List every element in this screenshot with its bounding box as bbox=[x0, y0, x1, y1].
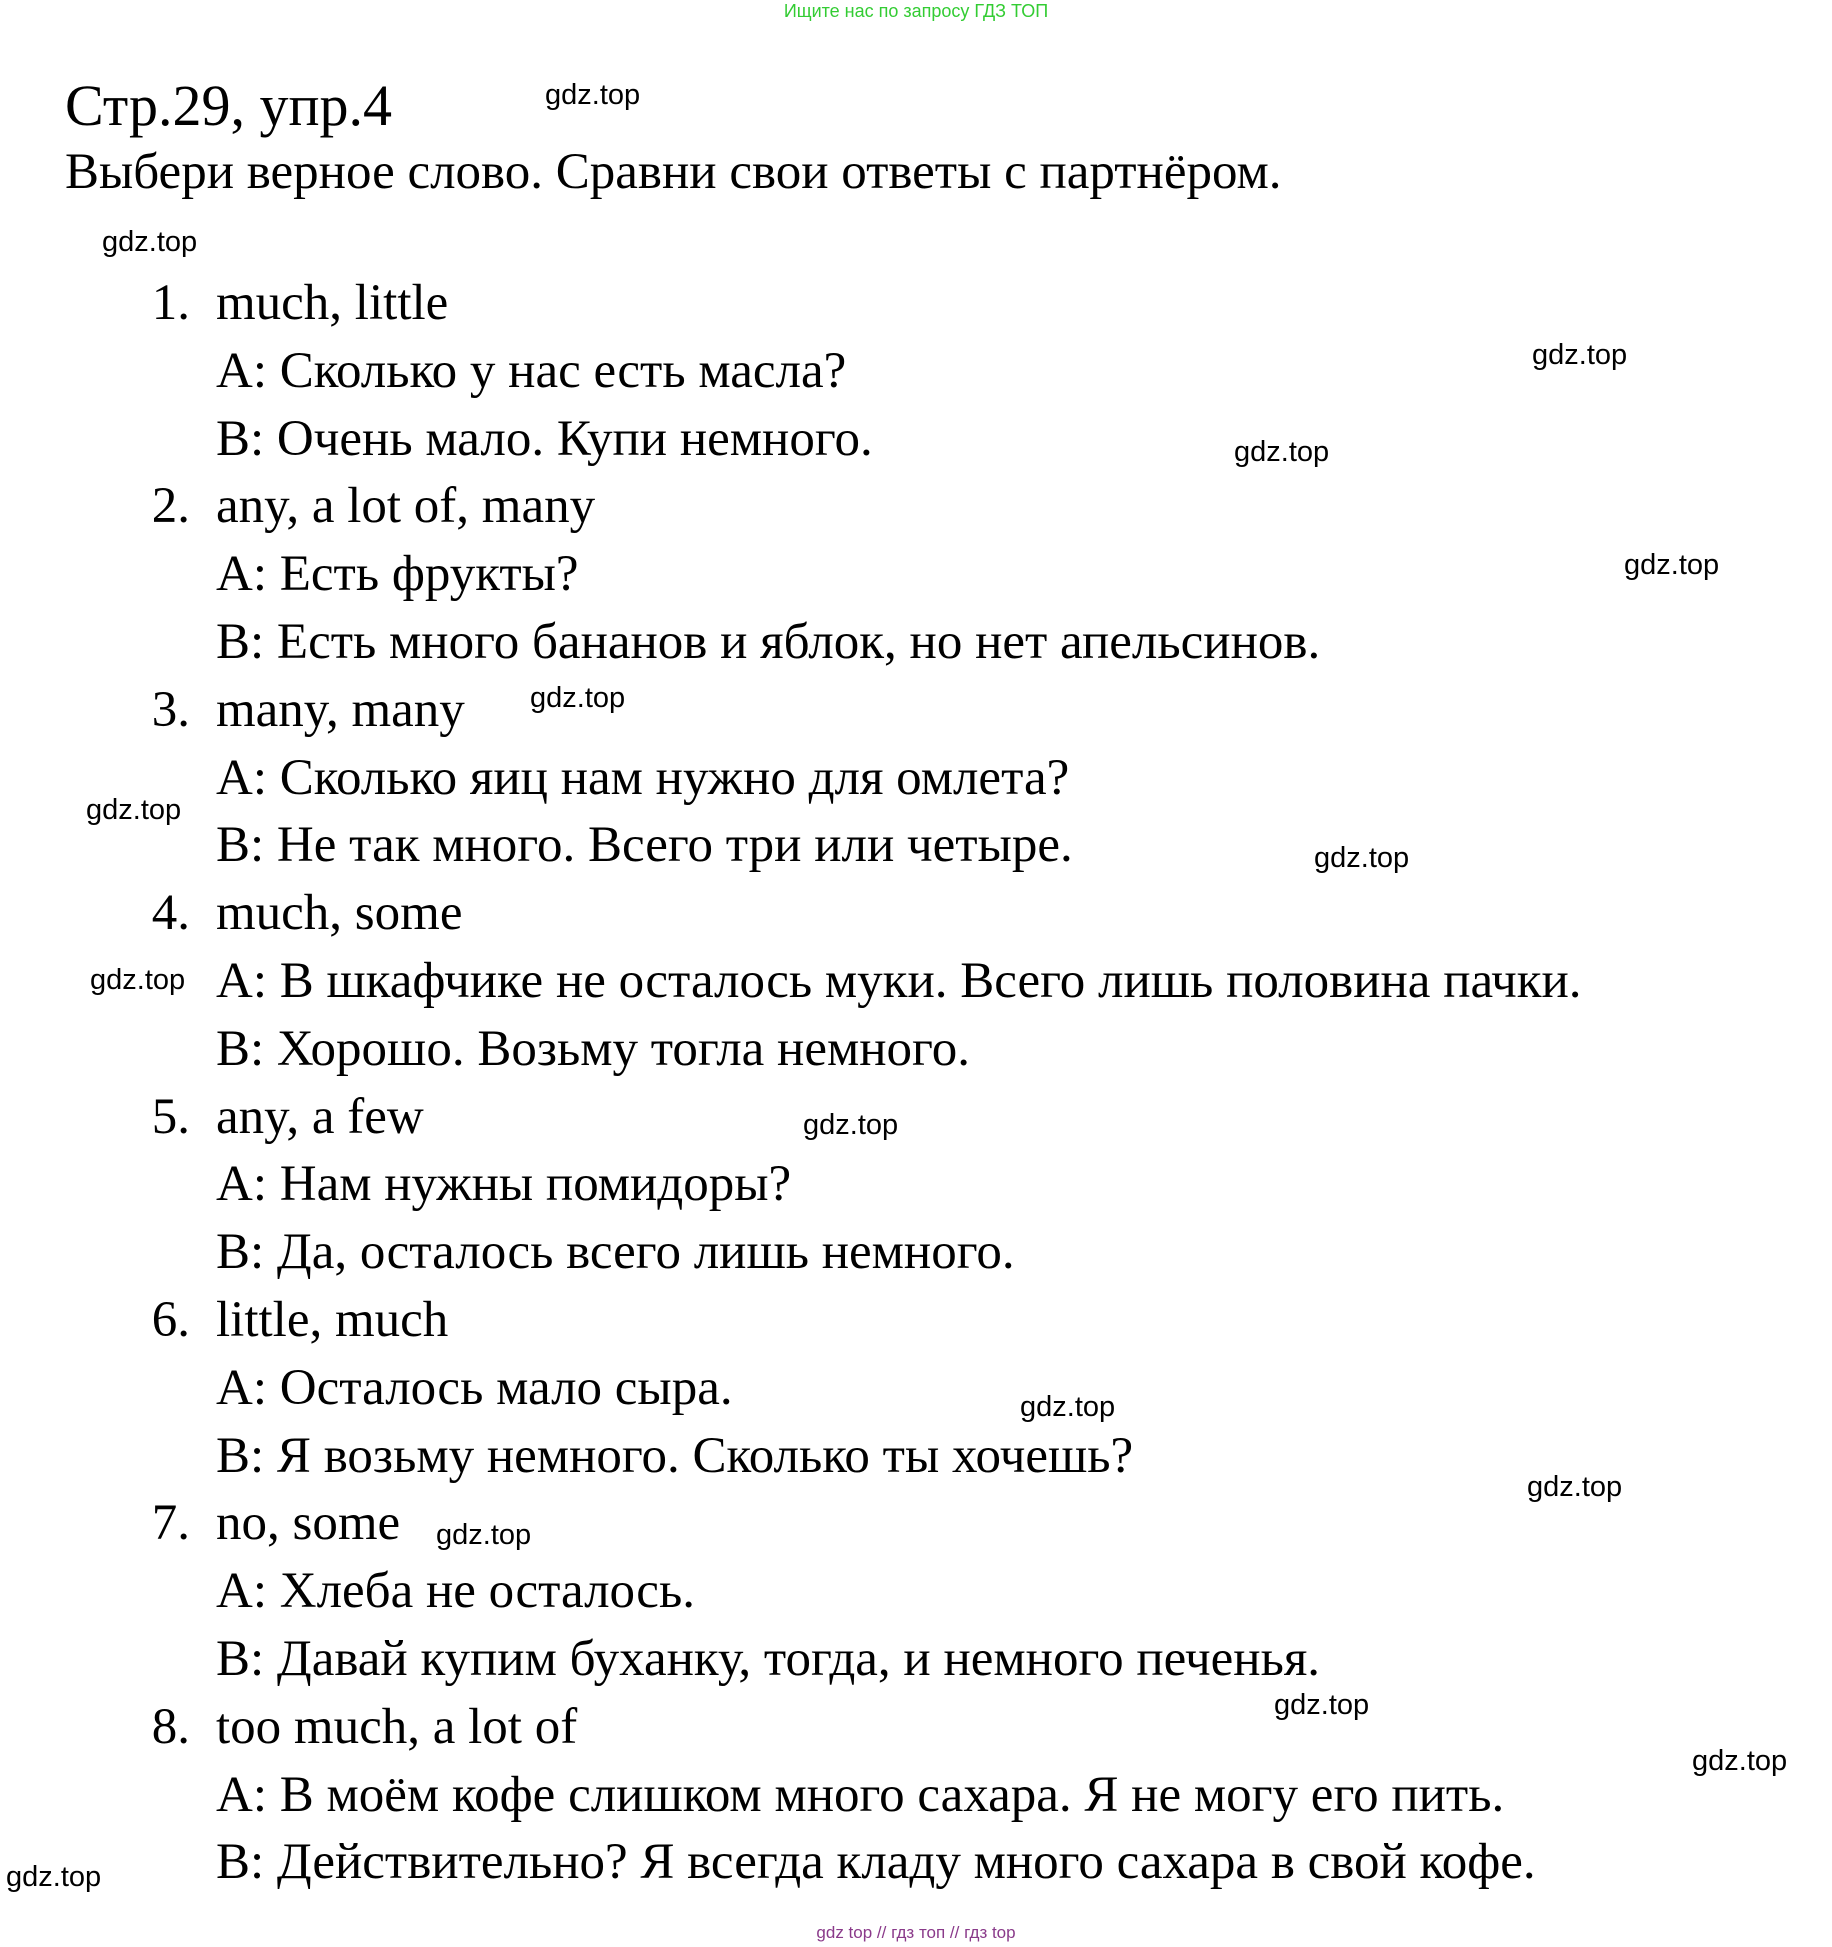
item-line-a bbox=[0, 1151, 1832, 1219]
dialogue-a: A: Осталось мало сыра. bbox=[216, 1359, 733, 1416]
item-words: many, many bbox=[216, 681, 465, 738]
watermark: gdz.top bbox=[1274, 1689, 1370, 1721]
exercise-list bbox=[0, 270, 1832, 1897]
item-words: no, some bbox=[216, 1495, 401, 1552]
watermark: gdz.top bbox=[803, 1109, 899, 1141]
item-line-a bbox=[0, 541, 1832, 609]
item-words-row bbox=[0, 270, 1832, 338]
dialogue-b: B: Не так много. Всего три или четыре. bbox=[216, 817, 1073, 874]
item-words-row bbox=[0, 1287, 1832, 1355]
item-words-row bbox=[0, 880, 1832, 948]
item-words-row bbox=[0, 1084, 1832, 1152]
watermark: gdz.top bbox=[102, 226, 198, 258]
item-line-a bbox=[0, 1762, 1832, 1830]
dialogue-a: A: Нам нужны помидоры? bbox=[216, 1156, 792, 1213]
item-line-b bbox=[0, 609, 1832, 677]
dialogue-b: B: Очень мало. Купи немного. bbox=[216, 410, 873, 467]
watermark: gdz.top bbox=[1692, 1745, 1788, 1777]
watermark: gdz.top bbox=[86, 794, 182, 826]
item-line-a bbox=[0, 1558, 1832, 1626]
watermark: gdz.top bbox=[1527, 1471, 1623, 1503]
dialogue-b: B: Есть много бананов и яблок, но нет апельсинов. bbox=[216, 613, 1321, 670]
watermark: gdz.top bbox=[1624, 549, 1720, 581]
item-number: 7. bbox=[151, 1495, 190, 1552]
footer: gdz top // гдз топ // гдз top bbox=[816, 1923, 1016, 1942]
item-line-a bbox=[0, 1355, 1832, 1423]
item-words: little, much bbox=[216, 1291, 449, 1348]
dialogue-b: B: Давай купим буханку, тогда, и немного печенья. bbox=[216, 1630, 1321, 1687]
item-words: much, little bbox=[216, 275, 449, 331]
item-line-b bbox=[0, 1829, 1832, 1897]
item-number: 6. bbox=[151, 1291, 190, 1348]
watermark: gdz.top bbox=[1532, 339, 1628, 371]
item-number: 8. bbox=[151, 1698, 190, 1755]
item-number: 4. bbox=[151, 885, 190, 942]
item-line-a bbox=[0, 948, 1832, 1016]
dialogue-a: A: Есть фрукты? bbox=[216, 546, 579, 603]
item-words-row bbox=[0, 473, 1832, 541]
dialogue-b: B: Хорошо. Возьму тогла немного. bbox=[216, 1020, 970, 1077]
watermark: gdz.top bbox=[6, 1861, 102, 1893]
item-line-b bbox=[0, 1626, 1832, 1694]
dialogue-a: A: В шкафчике не осталось муки. Всего лишь половина пачки. bbox=[216, 952, 1582, 1009]
watermark: gdz.top bbox=[530, 682, 626, 714]
item-line-a bbox=[0, 745, 1832, 813]
watermark: gdz.top bbox=[1020, 1391, 1116, 1423]
top-banner: Ищите нас по запросу ГДЗ ТОП bbox=[783, 1, 1049, 21]
dialogue-a: A: В моём кофе слишком много сахара. Я не могу его пить. bbox=[216, 1766, 1505, 1823]
item-number: 2. bbox=[151, 478, 190, 535]
dialogue-a: A: Сколько яиц нам нужно для омлета? bbox=[216, 749, 1070, 806]
dialogue-b: B: Действительно? Я всегда кладу много сахара в свой кофе. bbox=[216, 1834, 1536, 1891]
item-words: any, a few bbox=[216, 1088, 424, 1145]
item-number: 3. bbox=[151, 681, 190, 738]
dialogue-a: A: Сколько у нас есть масла? bbox=[216, 342, 847, 399]
item-words-row bbox=[0, 1694, 1832, 1762]
item-words: much, some bbox=[216, 885, 463, 942]
watermark: gdz.top bbox=[545, 79, 641, 111]
watermark: gdz.top bbox=[90, 964, 186, 996]
watermark: gdz.top bbox=[1314, 842, 1410, 874]
item-number: 1. bbox=[151, 275, 190, 331]
dialogue-a: A: Хлеба не осталось. bbox=[216, 1563, 695, 1620]
instruction: Выбери верное слово. Сравни свои ответы с партнёром. bbox=[65, 144, 1282, 200]
dialogue-b: B: Я возьму немного. Сколько ты хочешь? bbox=[216, 1427, 1134, 1484]
item-words-row bbox=[0, 677, 1832, 745]
item-number: 5. bbox=[151, 1088, 190, 1145]
item-line-b bbox=[0, 812, 1832, 880]
item-words: too much, a lot of bbox=[216, 1698, 578, 1755]
dialogue-b: B: Да, осталось всего лишь немного. bbox=[216, 1224, 1015, 1281]
item-line-b bbox=[0, 406, 1832, 474]
item-words: any, a lot of, many bbox=[216, 478, 596, 535]
item-line-b bbox=[0, 1219, 1832, 1287]
item-line-b bbox=[0, 1016, 1832, 1084]
watermark: gdz.top bbox=[1234, 436, 1330, 468]
watermark: gdz.top bbox=[436, 1519, 532, 1551]
page-title: Стр.29, упр.4 bbox=[65, 73, 393, 138]
